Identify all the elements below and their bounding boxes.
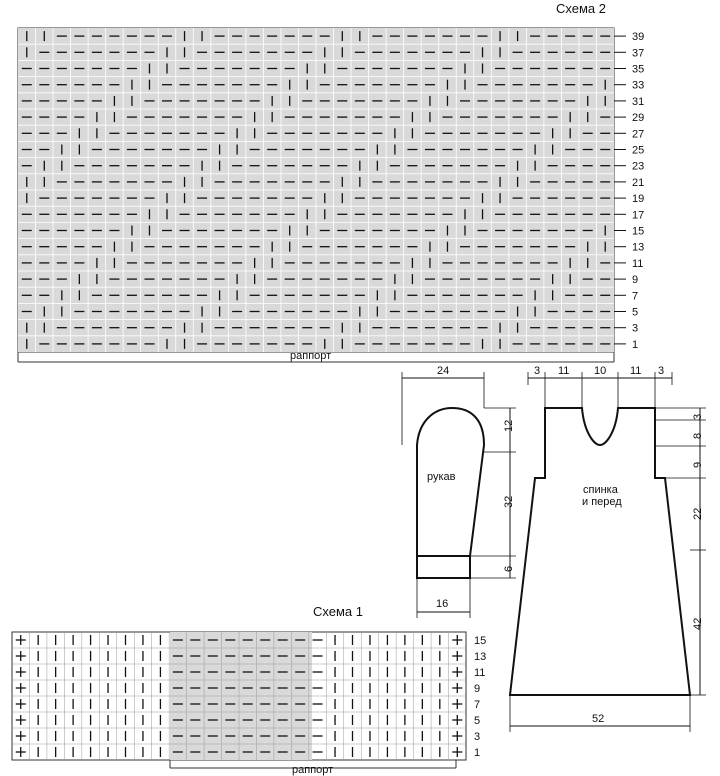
body-shoulder-left: 3 — [534, 365, 541, 377]
row-number: 19 — [632, 193, 645, 206]
row-number: 15 — [474, 635, 487, 647]
row-number: 27 — [632, 128, 645, 141]
row-number: 13 — [632, 241, 645, 254]
sleeve-cuff-height: 6 — [503, 565, 515, 572]
body-neck-depth: 8 — [692, 432, 704, 439]
row-number: 23 — [632, 160, 645, 173]
row-number: 5 — [632, 306, 639, 319]
row-number: 29 — [632, 112, 645, 125]
body-skirt-length: 42 — [692, 617, 704, 630]
body-schematic — [510, 365, 706, 732]
scheme2-title: Схема 2 — [556, 1, 606, 16]
scheme2-row-numbers — [614, 31, 644, 351]
body-outline — [510, 408, 690, 695]
row-number: 33 — [632, 79, 645, 92]
body-neck-depth-top: 3 — [692, 413, 704, 420]
body-shoulder-mid-right: 11 — [630, 365, 642, 377]
scheme2-repeat-label: раппорт — [290, 350, 332, 362]
row-number: 13 — [474, 651, 487, 663]
row-number: 39 — [632, 31, 645, 44]
body-neck-width: 10 — [594, 365, 607, 377]
row-number: 7 — [632, 290, 639, 303]
sleeve-cap-height: 12 — [503, 419, 515, 432]
sleeve-label: рукав — [427, 471, 456, 483]
scheme2-chart — [18, 1, 644, 362]
row-number: 17 — [632, 209, 645, 222]
row-number: 21 — [632, 176, 645, 189]
row-number: 5 — [474, 715, 481, 727]
scheme1-repeat-label: раппорт — [292, 764, 334, 776]
row-number: 9 — [632, 274, 639, 287]
row-number: 11 — [474, 667, 486, 679]
sleeve-schematic — [402, 365, 516, 618]
row-number: 3 — [632, 322, 639, 335]
sleeve-top-width: 24 — [437, 365, 450, 377]
scheme2-grid-lines — [18, 28, 614, 352]
sleeve-cuff — [417, 556, 470, 578]
row-number: 11 — [632, 257, 644, 270]
row-number: 37 — [632, 47, 645, 60]
row-number: 15 — [632, 225, 645, 238]
row-number: 9 — [474, 683, 481, 695]
body-shoulder-right: 3 — [658, 365, 665, 377]
scheme1-chart — [12, 604, 486, 776]
body-hem-width: 52 — [592, 713, 605, 725]
row-number: 31 — [632, 95, 645, 108]
row-number: 1 — [474, 747, 481, 759]
row-number: 3 — [474, 731, 481, 743]
row-number: 35 — [632, 63, 645, 76]
scheme1-title: Схема 1 — [313, 604, 363, 619]
body-waist-length: 22 — [692, 507, 704, 520]
sleeve-bottom-width: 16 — [436, 598, 449, 610]
sleeve-length: 32 — [503, 495, 515, 508]
row-number: 25 — [632, 144, 645, 157]
body-label-line2: и перед — [582, 496, 622, 508]
body-label-line1: спинка — [583, 484, 618, 496]
row-number: 7 — [474, 699, 481, 711]
scheme1-row-numbers — [474, 635, 486, 759]
body-shoulder-mid-left: 11 — [558, 365, 570, 377]
row-number: 1 — [632, 338, 639, 351]
body-armhole: 9 — [692, 461, 704, 468]
